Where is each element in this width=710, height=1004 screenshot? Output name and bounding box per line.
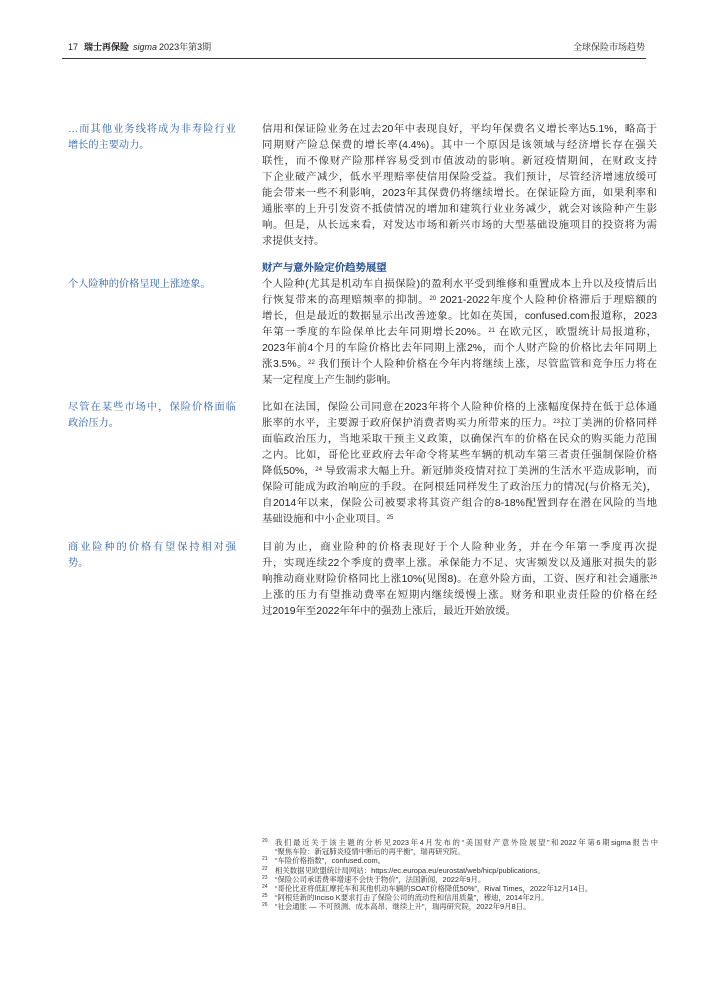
text-run: 过2019年至2022年年中的强劲上涨后，最近开始放缓。 <box>262 606 517 617</box>
body-paragraph <box>262 400 657 528</box>
publication-info <box>68 40 211 54</box>
text-line <box>262 202 657 218</box>
footnote-text <box>275 893 658 902</box>
text-run: …而其他业务线将成为非寿险行业 <box>68 124 236 135</box>
text-line <box>262 170 657 186</box>
footnote-line <box>275 902 658 911</box>
text-line <box>262 464 657 480</box>
footnote <box>262 875 658 884</box>
footnote-line <box>275 838 658 847</box>
text-run: 年第一季度的车险保单比去年同期增长20%。 <box>262 327 489 338</box>
sidebar-note <box>68 277 236 293</box>
footnote-line <box>275 875 658 884</box>
sidebar-note <box>68 122 236 154</box>
text-run: 同期财产险总保费的增长率(4.4%)。其中一个原因是该领域与经济增长存在强关 <box>262 140 657 151</box>
text-run: 行恢复带来的高理赔频率的抑制。 <box>262 295 430 306</box>
text-run: 求提供支持。 <box>262 236 325 247</box>
body-paragraph <box>262 277 657 389</box>
text-line <box>262 448 657 464</box>
text-run: 信用和保证险业务在过去20年中表现良好，平均年保费名义增长率达5.1%，略高于 <box>262 124 657 135</box>
text-run: 势。 <box>68 558 89 569</box>
text-line <box>262 309 657 325</box>
text-line <box>262 496 657 512</box>
section-heading: 财产与意外险定价趋势展望 <box>262 263 387 274</box>
text-run: 通胀率的上升引发资不抵债情况的增加和建筑行业业务减少，就会对该险种产生影 <box>262 204 657 215</box>
text-line <box>262 512 657 528</box>
text-run: 我们预计个人险种价格在今年内将继续上涨，尽管监管和竞争压力将在 <box>314 359 658 370</box>
series-name: sigma <box>133 42 158 52</box>
text-run: “哥伦比亚将低缸摩托车和其他机动车辆的SOAT价格降低50%”，Rival Times，2022年12月14日。 <box>275 884 593 894</box>
footnote-line <box>275 856 658 865</box>
footnote-number: 21 <box>262 856 268 863</box>
text-run: 面临政治压力，当地采取干预主义政策，以确保汽车的价格在民众的购买能力范围 <box>262 434 657 445</box>
footnote-text <box>275 866 658 875</box>
footnote-number: 22 <box>262 865 268 872</box>
footnote <box>262 856 658 865</box>
footnote-text <box>275 838 658 856</box>
text-run: 之内。比如，哥伦比亚政府去年命令将某些车辆的机动车第三者责任强制保险价格 <box>262 450 657 461</box>
text-line <box>262 234 657 250</box>
footnote-ref: 22 <box>308 359 315 366</box>
text-run: 降低50%， <box>262 466 316 477</box>
footnote-text <box>275 884 658 893</box>
text-run: 导致需求大幅上升。新冠肺炎疫情对拉丁美洲的生活水平造成影响，而 <box>321 466 657 477</box>
text-run: 个人险种的价格呈现上涨迹象。 <box>68 279 211 290</box>
body-paragraph <box>262 122 657 250</box>
text-run: 目前为止，商业险种的价格表现好于个人险种业务，并在今年第一季度再次提 <box>262 542 657 553</box>
text-run: 联性，而不像财产险那样容易受到市值波动的影响。新冠疫情期间，在财政支持 <box>262 156 657 167</box>
text-run: “阿根廷新的Inciso K要求打击了保险公司的流动性和信用质量”，穆迪，2014年2月。 <box>275 893 549 903</box>
text-run: 增长的主要动力。 <box>68 140 150 151</box>
text-run: 涨3.5%。 <box>262 359 309 370</box>
text-run: 我们最近关于该主题的分析见2023年4月发布的“美国财产意外险展望”和2022年第6期sigma报告中 <box>275 838 658 847</box>
text-run: 相关数据见欧盟统计局网站：https://ec.europa.eu/eurostat/web/hicp/publications。 <box>275 865 545 875</box>
footnote <box>262 884 658 893</box>
body-paragraph <box>262 540 657 620</box>
footnote-number: 23 <box>262 874 268 881</box>
issue-label: 2023年第3期 <box>159 42 212 52</box>
text-run: 升，实现连续22个季度的费率上涨。承保能力不足、灾害频发以及通胀对损失的影 <box>262 558 657 569</box>
footnotes <box>262 838 658 912</box>
running-header <box>68 40 645 54</box>
text-run: 个人险种(尤其是机动车自损保险)的盈利水平受到维修和重置成本上升以及疫情后出 <box>262 279 657 290</box>
text-line <box>262 186 657 202</box>
text-line <box>262 400 657 416</box>
text-line <box>262 325 657 341</box>
text-run: 保险可能成为政治响应的手段。在阿根廷同样发生了政治压力的情况(与价格无关)， <box>262 482 657 493</box>
sidebar-note-line <box>68 556 236 572</box>
text-run: “聚焦车险：新冠肺炎疫情中断后的再平衡”，瑞再研究院。 <box>275 847 465 857</box>
text-run: 尽管在某些市场中，保险价格面临 <box>68 402 236 413</box>
text-run: 比如在法国，保险公司同意在2023年将个人险种价格的上涨幅度保持在低于总体通 <box>262 402 657 413</box>
text-run: 拉丁美洲的价格同样 <box>559 418 658 429</box>
text-line <box>262 218 657 234</box>
footnote-line <box>275 866 658 875</box>
text-run: “保险公司承诺费率增速不会快于物价”，法国新闻，2022年9月。 <box>275 874 486 884</box>
footnote-number: 26 <box>262 902 268 909</box>
text-line <box>262 373 657 389</box>
text-line <box>262 277 657 293</box>
text-run: 某一定程度上产生制约影响。 <box>262 375 398 386</box>
text-run: 上涨的压力有望推动费率在短期内继续缓慢上涨。财务和职业责任险的价格在经 <box>262 590 657 601</box>
text-line <box>262 154 657 170</box>
footnote-line <box>275 893 658 902</box>
text-line <box>262 588 657 604</box>
text-line <box>262 416 657 432</box>
footnote-ref: 20 <box>429 295 437 302</box>
text-line <box>262 556 657 572</box>
footnote-ref: 24 <box>315 466 322 473</box>
sidebar-note-line <box>68 540 236 556</box>
text-line <box>262 122 657 138</box>
text-run: 响推动商业财险价格同比上涨10%(见图8)。在意外险方面，工资、医疗和社会通胀 <box>262 574 651 585</box>
header-rule <box>62 58 646 59</box>
text-run: 胀率的水平，主要源于政府保护消费者购买力所带来的压力。 <box>262 418 554 429</box>
footnote-text <box>275 902 658 911</box>
sidebar-note-line <box>68 277 236 293</box>
text-run: 增长，但是最近的数据显示出改善迹象。比如在英国，confused.com报道称，2023 <box>262 311 657 322</box>
text-run: 政治压力。 <box>68 418 119 429</box>
footnote-ref: 21 <box>488 327 496 334</box>
footnote-ref: 23 <box>553 418 560 425</box>
footnote-number: 24 <box>262 884 268 891</box>
footnote-text <box>275 875 658 884</box>
sidebar-note-line <box>68 122 236 138</box>
footnote <box>262 902 658 911</box>
sidebar-note-line <box>68 416 236 432</box>
sidebar-note-line <box>68 138 236 154</box>
text-run: 自2014年以来，保险公司被要求将其资产组合的8-18%配置到存在潜在风险的当地 <box>262 498 657 509</box>
sidebar-note <box>68 540 236 572</box>
text-run: 在欧元区，欧盟统计局报道称， <box>495 327 658 338</box>
text-line <box>262 604 657 620</box>
footnote-text <box>275 856 658 865</box>
footnote <box>262 838 658 856</box>
text-run: 下企业破产减少，低水平理赔率使信用保险受益。我们预计，尽管经济增速放缓可 <box>262 172 657 183</box>
page-number: 17 <box>68 42 79 52</box>
text-line <box>262 540 657 556</box>
text-line <box>262 138 657 154</box>
footnote-line <box>275 847 658 856</box>
text-run: 基础设施和中小企业项目。 <box>262 514 387 525</box>
text-line <box>262 432 657 448</box>
text-run: 商业险种的价格有望保持相对强 <box>68 542 236 553</box>
footnote <box>262 866 658 875</box>
sidebar-note <box>68 400 236 432</box>
footnote <box>262 893 658 902</box>
footnote-line <box>275 884 658 893</box>
text-run: 响。但是，从长远来看，对发达市场和新兴市场的大型基础设施项目的投资将为需 <box>262 220 657 231</box>
text-run: “车险价格指数”，confused.com。 <box>275 856 386 866</box>
text-line <box>262 293 657 309</box>
text-run: “社会通胀 — 不可预测、成本高昂、继续上升”，瑞再研究院，2022年9月8日。 <box>275 902 531 912</box>
footnote-number: 20 <box>262 838 268 844</box>
text-line <box>262 357 657 373</box>
sidebar-note-line <box>68 400 236 416</box>
text-run: 能会带来一些不利影响，2023年其保费仍将继续增长。在保证险方面，如果利率和 <box>262 188 657 199</box>
footnote-number: 25 <box>262 893 268 900</box>
text-line <box>262 572 657 588</box>
footnote-ref: 26 <box>650 574 657 581</box>
text-run: 2021-2022年度个人险种价格滞后于理赔额的 <box>436 295 658 306</box>
footnote-ref: 25 <box>386 514 394 521</box>
section-title: 全球保险市场趋势 <box>572 42 645 52</box>
text-line <box>262 341 657 357</box>
text-run: 2023年前4个月的车险价格比去年同期上涨2%，而个人财产险的价格比去年同期上 <box>262 343 657 354</box>
publisher-name: 瑞士再保险 <box>84 42 130 52</box>
text-line <box>262 480 657 496</box>
